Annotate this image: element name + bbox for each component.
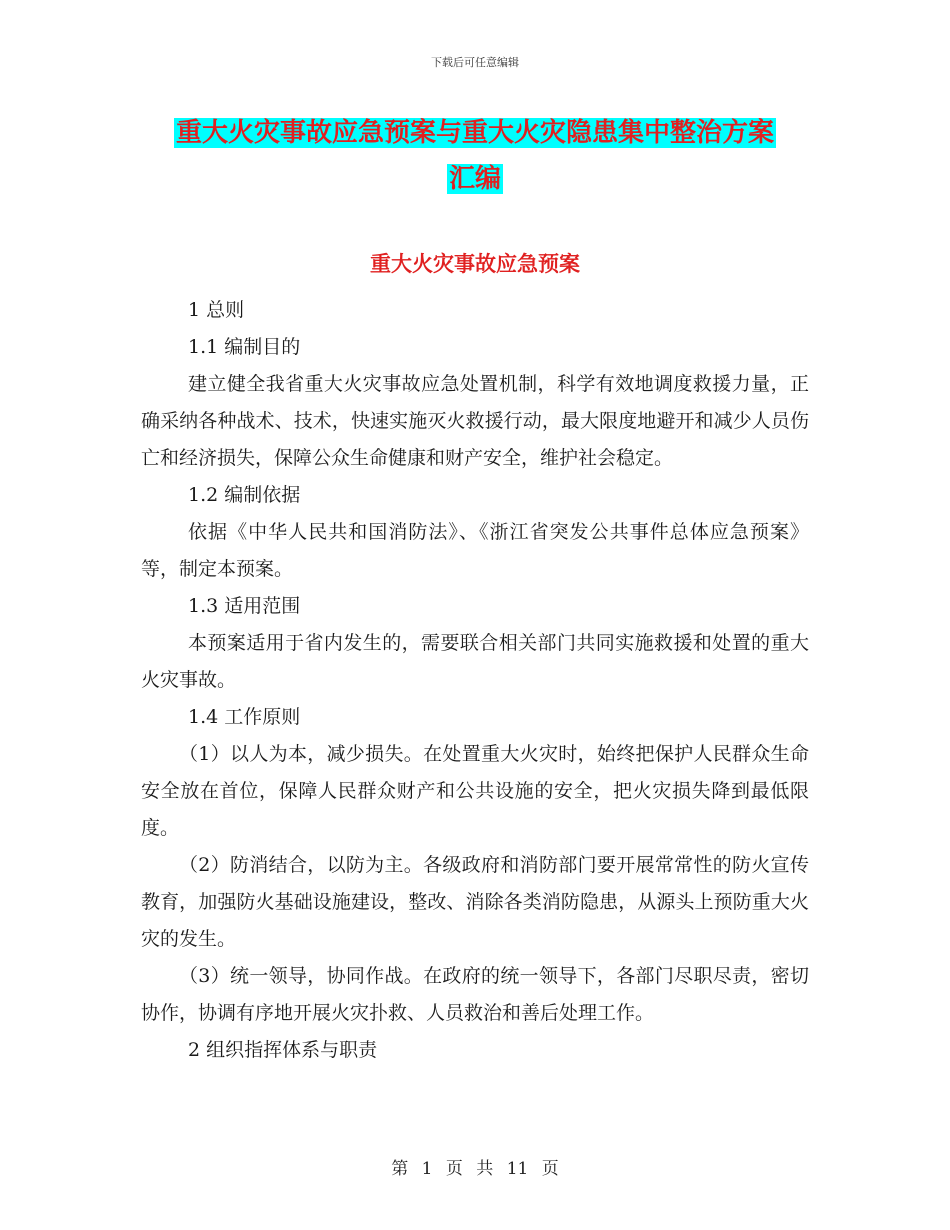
page-header-note: 下载后可任意编辑 (431, 56, 519, 69)
heading-purpose: 1.1 编制目的 (188, 336, 301, 358)
paragraph-basis: 依据《中华人民共和国消防法》、《浙江省突发公共事件总体应急预案》等，制定本预案。 (141, 521, 809, 580)
heading-general: 1 总则 (188, 299, 245, 321)
document-title (140, 110, 810, 202)
section-title: 重大火灾事故应急预案 (370, 252, 580, 276)
document-body (141, 292, 809, 1069)
document-title-line-1: 重大火灾事故应急预案与重大火灾隐患集中整治方案 (175, 118, 774, 148)
heading-scope: 1.3 适用范围 (188, 595, 301, 617)
document-title-line-2: 汇编 (448, 164, 501, 194)
paragraph-purpose: 建立健全我省重大火灾事故应急处置机制，科学有效地调度救援力量，正确采纳各种战术、技术，快速实施灭火救援行动，最大限度地避开和减少人员伤亡和经济损失，保障公众生命健康和财产安全，维护社会稳定。 (141, 373, 809, 469)
heading-principles: 1.4 工作原则 (188, 706, 301, 728)
principle-item-3: （3）统一领导，协同作战。在政府的统一领导下，各部门尽职尽责，密切协作，协调有序地开展火灾扑救、人员救治和善后处理工作。 (141, 965, 809, 1024)
paragraph-scope: 本预案适用于省内发生的，需要联合相关部门共同实施救援和处置的重大火灾事故。 (141, 632, 809, 691)
heading-basis: 1.2 编制依据 (188, 484, 301, 506)
principle-item-2: （2）防消结合，以防为主。各级政府和消防部门要开展常常性的防火宣传教育，加强防火基础设施建设，整改、消除各类消防隐患，从源头上预防重大火灾的发生。 (141, 854, 809, 950)
page-footer: 第 1 页 共 11 页 (391, 1159, 559, 1179)
principle-item-1: （1）以人为本，减少损失。在处置重大火灾时，始终把保护人民群众生命安全放在首位，保障人民群众财产和公共设施的安全，把火灾损失降到最低限度。 (141, 743, 809, 839)
heading-organization: 2 组织指挥体系与职责 (188, 1039, 378, 1061)
